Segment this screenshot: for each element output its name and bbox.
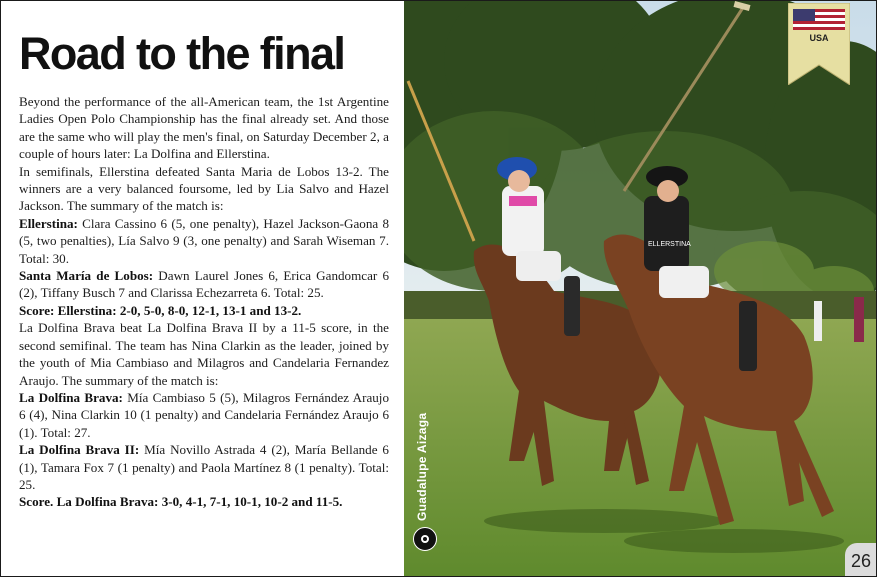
page-number: 26 — [845, 543, 877, 577]
article-headline: Road to the final — [19, 28, 345, 79]
team-name: Santa María de Lobos: — [19, 268, 154, 284]
match-score — [19, 302, 389, 319]
team-players: Mía Novillo Astrada 4 (2), María Bellande 6 (1), Tamara Fox 7 (1 penalty) and Paola Martínez 8 (1 penalty). Total: 25. — [19, 442, 389, 492]
team-players: Dawn Laurel Jones 6, Erica Gandomcar 6 (2), Tiffany Busch 7 and Clarissa Echezarreta 6. Total: 25. — [19, 268, 389, 301]
match-score-text: Score: Ellerstina: 2-0, 5-0, 8-0, 12-1, 13-1 and 13-2. — [19, 302, 302, 318]
team-summary — [19, 441, 389, 493]
photo-credit-text: Guadalupe Aizaga — [415, 412, 429, 521]
country-label: USA — [809, 33, 829, 43]
article-paragraph: Beyond the performance of the all-American team, the 1st Argentine Ladies Open Polo Championship has the final already set. And those are the same who will play the men's final, on Saturday December 2, a couple of hours later: La Dolfina and Ellerstina. — [19, 94, 389, 162]
article-body — [19, 93, 389, 511]
team-players: Clara Cassino 6 (5, one penalty), Hazel Jackson-Gaona 8 (5, two penalties), Lía Salvo 9 (3, one penalty) and Sarah Wiseman 7. Total: 30. — [19, 215, 389, 266]
camera-icon — [413, 527, 437, 551]
team-summary — [19, 389, 389, 441]
photo-credit — [413, 411, 435, 521]
team-name: La Dolfina Brava: — [19, 389, 123, 405]
article-paragraph: La Dolfina Brava beat La Dolfina Brava II by a 11-5 score, in the second semifinal. The team has Nina Clarkin as the leader, joined by the youth of Mia Cambiaso and Milagros and Candelaria Fernandez Araujo. The summary of the match is: — [19, 320, 389, 388]
article-paragraph: In semifinals, Ellerstina defeated Santa Maria de Lobos 13-2. The winners are a very balanced foursome, led by Lia Salvo and Hazel Jackson. The summary of the match is: — [19, 163, 389, 214]
team-players: Mía Cambiaso 5 (5), Milagros Fernández Araujo 6 (4), Nina Clarkin 10 (1 penalty) and Candelaria Fernández Araujo 6 (1). Total: 27. — [19, 389, 389, 440]
polo-match-photo — [404, 1, 876, 576]
team-summary — [19, 267, 389, 302]
us-flag-icon — [788, 3, 850, 85]
team-summary — [19, 215, 389, 267]
rider-shirt-text: ELLERSTINA — [648, 241, 691, 248]
match-score-text: Score. La Dolfina Brava: 3-0, 4-1, 7-1, 10-1, 10-2 and 11-5. — [19, 494, 343, 510]
article-column — [19, 29, 389, 511]
polo-photo-illustration — [404, 1, 876, 576]
match-score — [19, 493, 389, 510]
team-name: La Dolfina Brava II: — [19, 442, 140, 458]
team-name: Ellerstina: — [19, 215, 78, 231]
